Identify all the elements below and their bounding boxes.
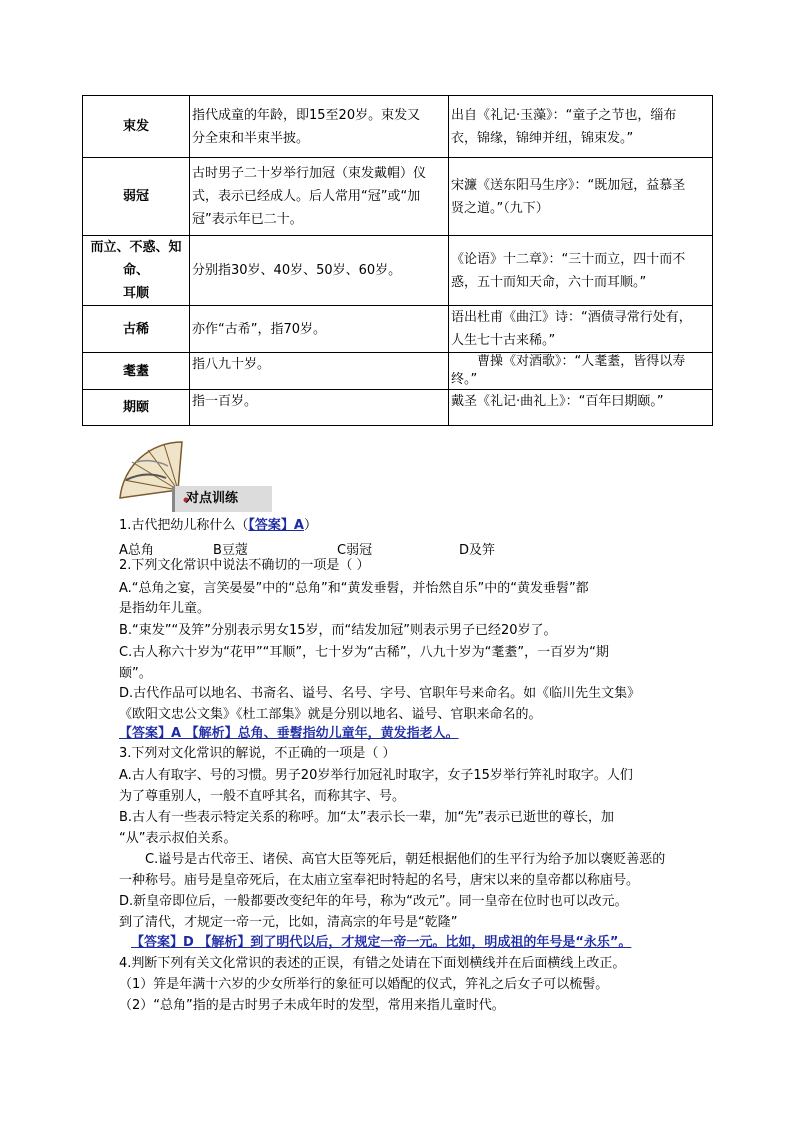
- term-cell: 束发: [83, 96, 190, 158]
- source-cell: 曹操《对酒歌》：“人耄耋，皆得以寿 终。”: [449, 353, 713, 390]
- table-row: [83, 96, 713, 158]
- question-3-stem: 3.下列对文化常识的解说，不正确的一项是（ ）: [119, 746, 396, 761]
- table-row: [83, 390, 713, 426]
- question-3-option-b-cont: “从”表示叔伯关系。: [119, 831, 237, 846]
- question-4-item-2: （2）“总角”指的是古时男子未成年时的发型，常用来指儿童时代。: [119, 998, 505, 1013]
- question-3-option-c-cont: 一种称号。庙号是皇帝死后，在太庙立室奉祀时特起的名号，唐宋以来的皇帝都以称庙号。: [119, 873, 640, 888]
- table-row: [83, 158, 713, 236]
- source-cell: 《论语》十二章》：“三十而立，四十而不 惑，五十而知天命，六十而耳顺。”: [449, 236, 713, 306]
- meaning-cell: 古时男子二十岁举行加冠（束发戴帽）仪 式，表示已经成人。后人常用“冠”或“加 冠”表示年已二十。: [190, 158, 449, 236]
- question-2-option-c-cont: 颐”。: [119, 666, 152, 681]
- question-4-item-1: （1）笄是年满十六岁的少女所举行的象征可以婚配的仪式，笄礼之后女子可以梳髻。: [119, 977, 609, 992]
- option-b: B豆蔻: [213, 543, 248, 558]
- option-a: A总角: [119, 543, 154, 558]
- age-terms-table: [82, 95, 713, 426]
- source-cell: 戴圣《礼记·曲礼上》：“百年曰期颐。”: [449, 390, 713, 426]
- term-cell: 而立、不惑、知命、 耳顺: [83, 236, 190, 306]
- question-3-option-a: A.古人有取字、号的习惯。男子20岁举行加冠礼时取字，女子15岁举行笄礼时取字。人们: [119, 768, 633, 783]
- question-2-option-a-cont: 是指幼年儿童。: [119, 601, 211, 616]
- question-2-answer: 【答案】A 【解析】总角、垂髫指幼儿童年，黄发指老人。: [119, 726, 459, 741]
- meaning-cell: 分别指30岁、40岁、50岁、60岁。: [190, 236, 449, 306]
- question-3-option-c: C.谥号是古代帝王、诸侯、高官大臣等死后，朝廷根据他们的生平行为给予加以褒贬善恶的: [119, 852, 666, 867]
- option-c: C弱冠: [337, 543, 373, 558]
- source-cell: 出自《礼记·玉藻》：“童子之节也，缁布 衣，锦缘，锦绅并纽，锦束发。”: [449, 96, 713, 158]
- question-2-option-b: B.“束发”“及笄”分别表示男女15岁，而“结发加冠”则表示男子已经20岁了。: [119, 623, 557, 638]
- question-2-option-d: D.古代作品可以地名、书斋名、谥号、名号、字号、官职年号来命名。如《临川先生文集》: [119, 686, 641, 701]
- question-3-option-b: B.古人有一些表示特定关系的称呼。加“太”表示长一辈，加“先”表示已逝世的尊长，加: [119, 810, 614, 825]
- source-cell: 语出杜甫《曲江》诗：“酒债寻常行处有， 人生七十古来稀。”: [449, 306, 713, 353]
- question-2-option-a: A.“总角之宴，言笑晏晏”中的“总角”和“黄发垂髫，并怡然自乐”中的“黄发垂髫”都: [119, 581, 589, 596]
- source-cell: 宋濂《送东阳马生序》：“既加冠，益慕圣 贤之道。”（九下）: [449, 158, 713, 236]
- question-2-option-c: C.古人称六十岁为“花甲”“耳顺”，七十岁为“古稀”，八九十岁为“耄耋”，一百岁为“期: [119, 645, 609, 660]
- term-cell: 期颐: [83, 390, 190, 426]
- table-row: [83, 236, 713, 306]
- term-cell: 弱冠: [83, 158, 190, 236]
- question-3-option-d-cont: 到了清代，才规定一帝一元，比如，清高宗的年号是“乾隆”: [119, 915, 458, 930]
- table-row: [83, 306, 713, 353]
- section-banner-title: 对点训练: [186, 491, 239, 506]
- meaning-cell: 指八九十岁。: [190, 353, 449, 390]
- question-3-option-a-cont: 为了尊重别人，一般不直呼其名，而称其字、号。: [119, 789, 406, 804]
- question-1-stem: 1.古代把幼儿称什么（【答案】A）: [119, 518, 317, 533]
- question-2-option-d-cont: 《欧阳文忠公文集》《杜工部集》就是分别以地名、谥号、官职来命名的。: [119, 707, 542, 722]
- question-3-option-d: D.新皇帝即位后，一般都要改变纪年的年号，称为“改元”。同一皇帝在位时也可以改元。: [119, 894, 628, 909]
- term-cell: 古稀: [83, 306, 190, 353]
- option-d: D及笄: [459, 543, 496, 558]
- meaning-cell: 指一百岁。: [190, 390, 449, 426]
- question-4-stem: 4.判断下列有关文化常识的表述的正误，有错之处请在下面划横线并在后面横线上改正。: [119, 956, 626, 971]
- meaning-cell: 亦作“古希”，指70岁。: [190, 306, 449, 353]
- question-3-answer: 【答案】D 【解析】到了明代以后，才规定一帝一元。比如，明成祖的年号是“永乐”。: [131, 935, 632, 950]
- term-cell: 耄耋: [83, 353, 190, 390]
- question-2-stem: 2.下列文化常识中说法不确切的一项是（ ）: [119, 558, 370, 573]
- table-row: [83, 353, 713, 390]
- meaning-cell: 指代成童的年龄，即15至20岁。束发又 分全束和半束半披。: [190, 96, 449, 158]
- answer-text: 【答案】A: [248, 518, 304, 533]
